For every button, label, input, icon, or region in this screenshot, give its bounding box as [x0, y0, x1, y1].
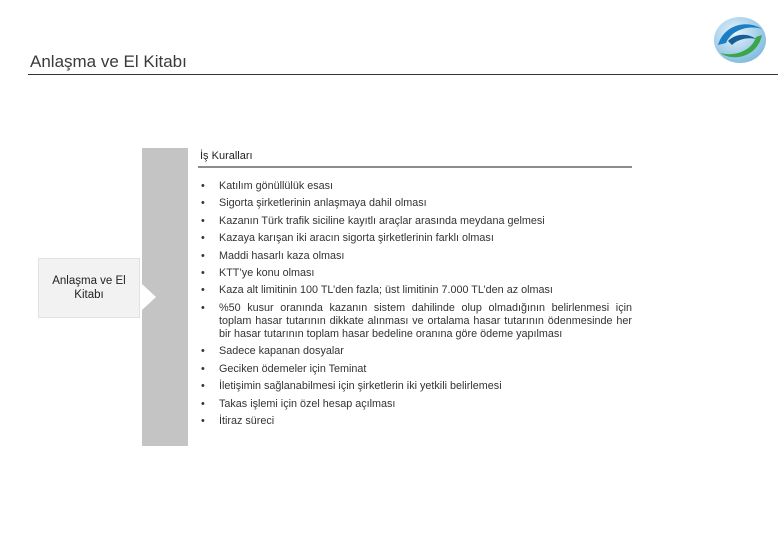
title-divider [28, 74, 778, 75]
agreement-handbook-box: Anlaşma ve El Kitabı [38, 258, 140, 318]
bullet-icon: • [201, 284, 205, 297]
bullet-icon: • [201, 362, 205, 375]
bullet-icon: • [201, 345, 205, 358]
company-logo-icon [712, 15, 768, 65]
bullet-icon: • [201, 414, 205, 427]
list-item: • %50 kusur oranında kazanın sistem dahilinde olup olmadığının belirlenmesi için toplam hasar tutarının dikkate alınması ve ortalama hasar tutarının ödenmesinde her bir hasar tutarının toplam hasar bedeline oranına göre ödeme yapılması [201, 301, 632, 341]
list-item: • Maddi hasarlı kaza olması [201, 249, 345, 262]
list-item: • İtiraz süreci [201, 414, 275, 427]
bullet-icon: • [201, 214, 205, 227]
business-rules-heading: İş Kuralları [200, 150, 253, 162]
bullet-icon: • [201, 301, 205, 314]
list-item: • KTT’ye konu olması [201, 266, 315, 279]
list-item: • Kaza alt limitinin 100 TL’den fazla; üst limitinin 7.000 TL’den az olması [201, 284, 553, 297]
bullet-icon: • [201, 397, 205, 410]
bullet-icon: • [201, 249, 205, 262]
bullet-icon: • [201, 266, 205, 279]
list-item: • Kazanın Türk trafik siciline kayıtlı araçlar arasında meydana gelmesi [201, 214, 545, 227]
bullet-icon: • [201, 180, 205, 192]
heading-underline [198, 166, 632, 168]
bullet-icon: • [201, 380, 205, 393]
list-item: • Sigorta şirketlerinin anlaşmaya dahil olması [201, 197, 427, 210]
bullet-icon: • [201, 197, 205, 210]
list-item: • Kazaya karışan iki aracın sigorta şirketlerinin farklı olması [201, 232, 494, 245]
list-item: • İletişimin sağlanabilmesi için şirketlerin iki yetkili belirlemesi [201, 380, 502, 393]
list-item: • Sadece kapanan dosyalar [201, 345, 344, 358]
section-connector-chevron [142, 148, 188, 446]
list-item: • Geciken ödemeler için Teminat [201, 362, 367, 375]
bullet-icon: • [201, 232, 205, 245]
list-item: • Katılım gönüllülük esası [201, 180, 334, 192]
page-title: Anlaşma ve El Kitabı [30, 52, 187, 71]
list-item: • Takas işlemi için özel hesap açılması [201, 397, 396, 410]
business-rules-list [201, 180, 632, 432]
